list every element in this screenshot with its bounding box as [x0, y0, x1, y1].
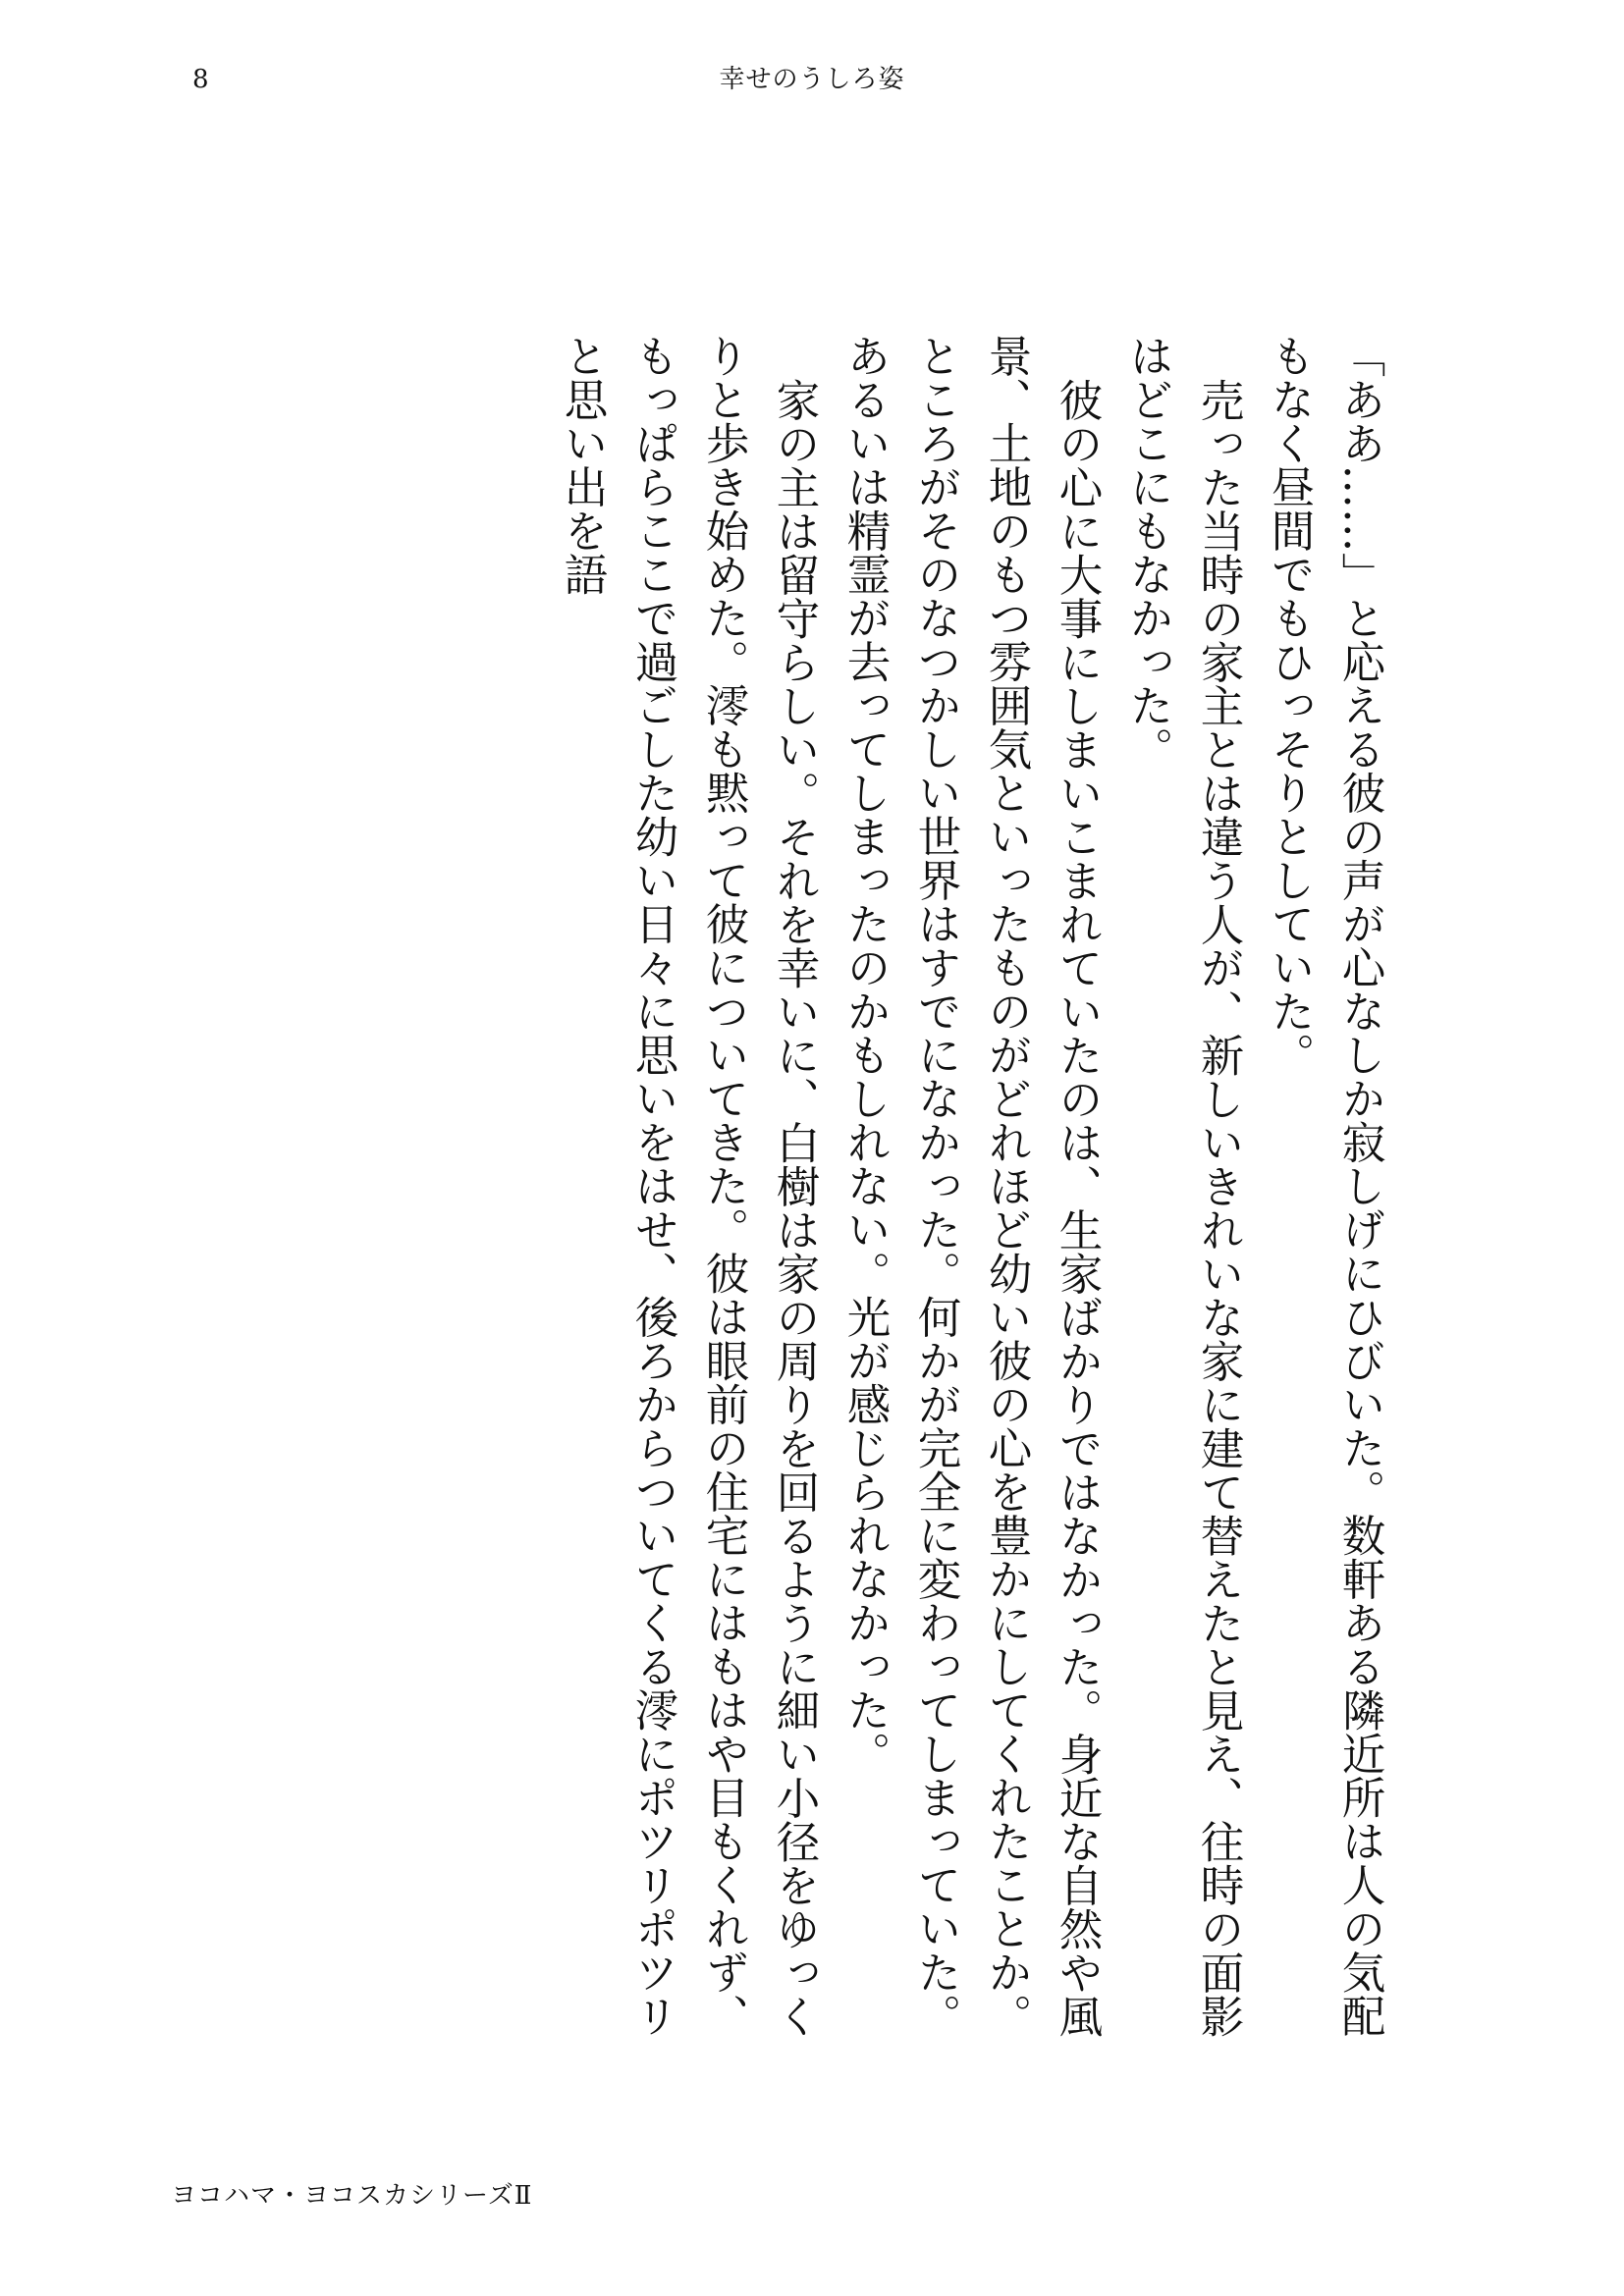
series-footer: ヨコハマ・ヨコスカシリーズⅡ: [171, 2181, 533, 2211]
paragraph-1: 「ああ……」と応える彼の声が心なしか寂しげにひびいた。数軒ある隣近所は人の気配もなく昼間でもひっそりとしていた。: [1264, 334, 1384, 2038]
page-number: 8: [192, 65, 209, 94]
paragraph-4: 家の主は留守らしい。それを幸いに、白樹は家の周りを回るように細い小径をゆっくりと歩き始めた。澪も黙って彼についてきた。彼は眼前の住宅にはもはや目もくれず、もっぱらここで過ごした幼い日々に思いをはせ、後ろからついてくる澪にポツリポツリと思い出を語: [557, 334, 819, 2038]
paragraph-3: 彼の心に大事にしまいこまれていたのは、生家ばかりではなかった。身近な自然や風景、土地のもつ雰囲気といったものがどれほど幼い彼の心を豊かにしてくれたことか。ところがそのなつかしい世界はすでになかった。何かが完全に変わってしまっていた。あるいは精霊が去ってしまったのかもしれない。光が感じられなかった。: [839, 334, 1102, 2038]
paragraph-2: 売った当時の家主とは違う人が、新しいきれいな家に建て替えたと見え、往時の面影はどこにもなかった。: [1122, 334, 1243, 2038]
running-title: 幸せのうしろ姿: [719, 65, 905, 94]
vertical-body-text: [334, 334, 1394, 2071]
